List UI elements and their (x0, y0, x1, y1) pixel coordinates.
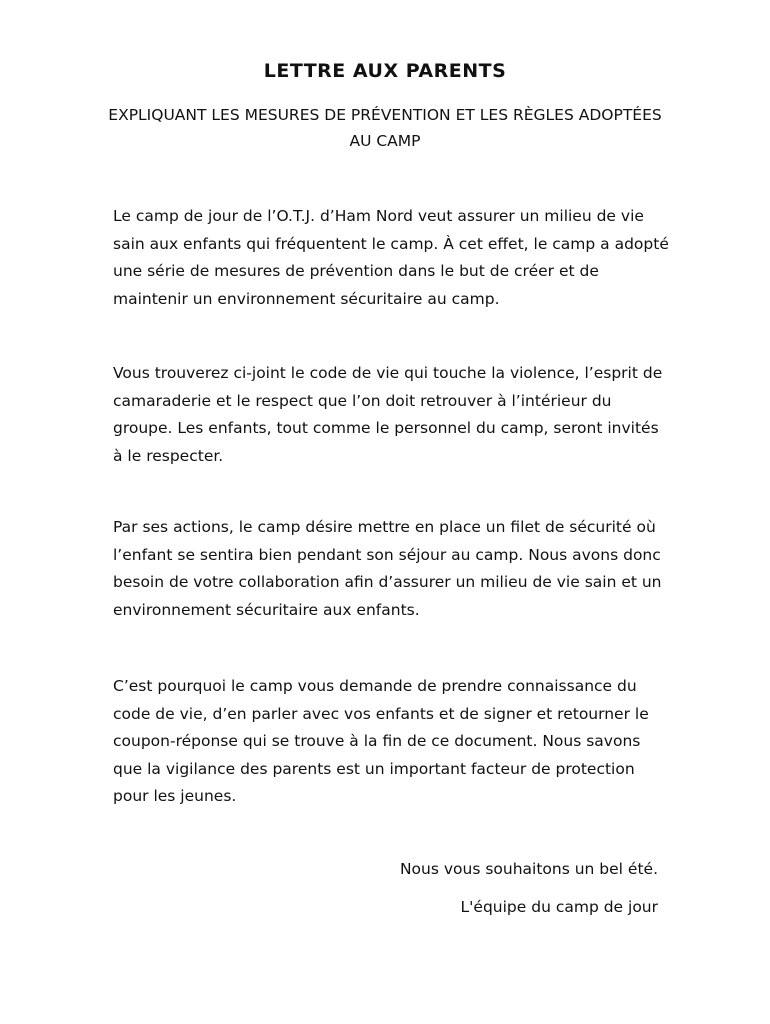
paragraph-coupon-reponse: C’est pourquoi le camp vous demande de prendre connaissance du code de vie, d’en parler avec vos enfants et de signer et retourner le coupon-réponse qui se trouve à la fin de ce document. Nous savons que la vigilance des parents est un important facteur de protection pour les jeunes. (113, 677, 649, 805)
paragraph-code-de-vie: Vous trouverez ci-joint le code de vie qui touche la violence, l’esprit de camaraderie et le respect que l’on doit retrouver à l’intérieur du groupe. Les enfants, tout comme le personnel du camp, seront invités à le respecter. (113, 364, 663, 465)
letter-subtitle: EXPLIQUANT LES MESURES DE PRÉVENTION ET LES RÈGLES ADOPTÉES AU CAMP (108, 106, 662, 150)
paragraph-collaboration: Par ses actions, le camp désire mettre en place un filet de sécurité où l’enfant se sentira bien pendant son séjour au camp. Nous avons donc besoin de votre collaboration afin d’assurer un milieu de vie sain et un environnement sécuritaire aux enfants. (113, 518, 662, 619)
closing-wish: Nous vous souhaitons un bel été. (399, 860, 658, 878)
paragraph-intro: Le camp de jour de l’O.T.J. d’Ham Nord veut assurer un milieu de vie sain aux enfants qui fréquentent le camp. À cet effet, le camp a adopté une série de mesures de prévention dans le but de créer et de maintenir un environnement sécuritaire au camp. (113, 207, 669, 308)
signature: L'équipe du camp de jour (460, 898, 658, 916)
letter-title: LETTRE AUX PARENTS (263, 60, 507, 82)
